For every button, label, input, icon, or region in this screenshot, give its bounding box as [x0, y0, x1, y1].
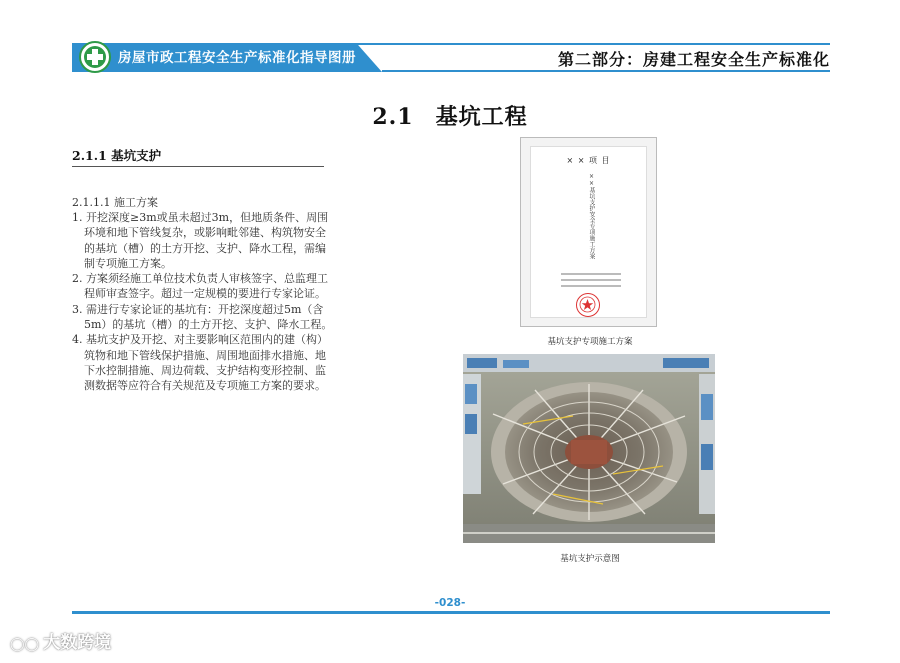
watermark: [10, 630, 111, 656]
document-page: [530, 146, 647, 318]
list-item: 1. 开挖深度≥3m或虽未超过3m，但地质条件、周围环境和地下管线复杂，或影响毗邻建、构筑物安全的基坑（槽）的土方开挖、支护、降水工程，需编制专项施工方案。: [72, 211, 329, 270]
kuajing-logo-icon: ◯◯: [10, 637, 40, 652]
section-rule: [72, 166, 324, 167]
requirements-list: [72, 210, 334, 394]
page-number: -028-: [434, 597, 466, 609]
document-heading: × × 项 目: [566, 156, 611, 165]
plan-document-image: [520, 137, 657, 327]
watermark-text: 大数跨境: [43, 633, 112, 653]
header-bottom-rule: [382, 70, 830, 72]
chapter-title: [0, 100, 900, 131]
section-title: 2.1.1 基坑支护: [72, 148, 162, 163]
photo-caption: 基坑支护示意图: [560, 554, 620, 564]
chapter-name: 基坑工程: [435, 104, 528, 130]
document-caption: 基坑支护专项施工方案: [547, 337, 633, 347]
list-item: 2. 方案须经施工单位技术负责人审核签字、总监理工程师审查签字。超过一定规模的要进行专家论证。: [72, 272, 328, 301]
footer-rule: [72, 611, 830, 614]
part-title: 第二部分：房建工程安全生产标准化: [557, 50, 830, 69]
red-seal-icon: [576, 293, 600, 317]
document-signature-lines: [561, 273, 621, 291]
list-item: 3. 需进行专家论证的基坑有：开挖深度超过5m（含5m）的基坑（槽）的土方开挖、支护、降水工程。: [72, 302, 333, 332]
foundation-pit-photo: [463, 354, 715, 543]
list-item: 4. 基坑支护及开挖、对主要影响区范围内的建（构）筑物和地下管线保护措施、周围地面排水措施、地下水控制措施、周边荷载、支护结构变形控制、监测数据等应符合有关规范及专项施工方案的要求。: [72, 333, 328, 393]
subsection-title: 2.1.1.1 施工方案: [72, 196, 158, 209]
safety-cross-logo-icon: [79, 41, 111, 73]
chapter-number: 2.1: [372, 104, 414, 130]
banner-title: 房屋市政工程安全生产标准化指导图册: [118, 50, 356, 66]
document-vertical-title: ××基坑支护安全专项施工方案: [588, 173, 595, 259]
